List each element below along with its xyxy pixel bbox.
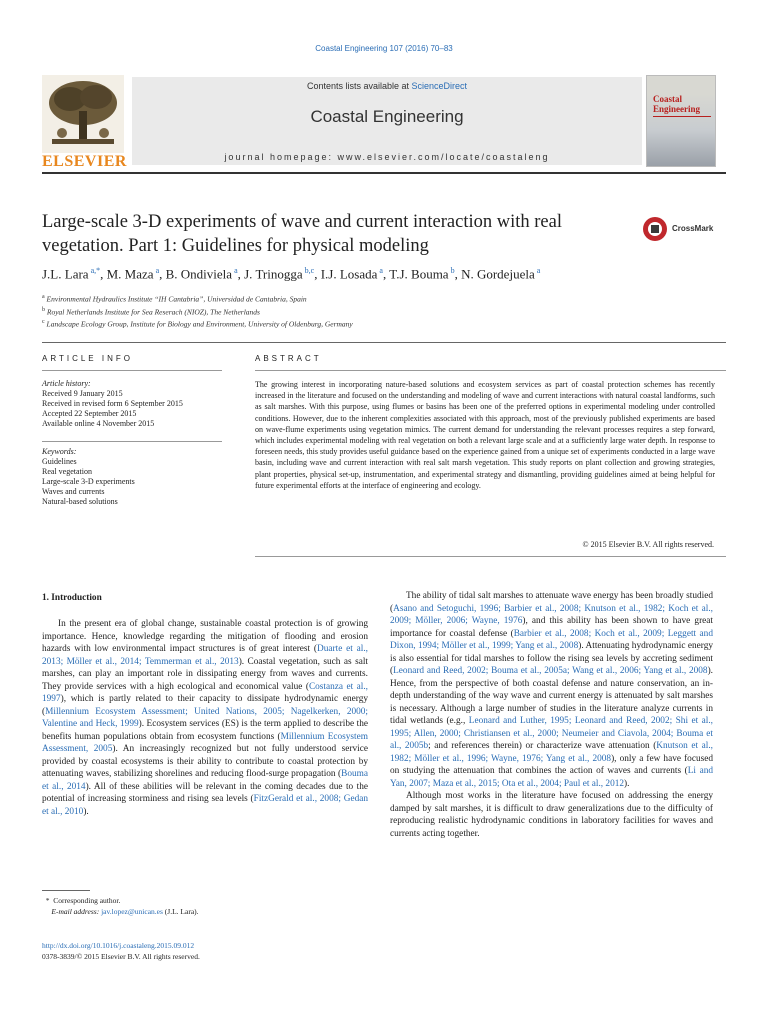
journal-title: Coastal Engineering [310, 107, 464, 126]
journal-reference-link[interactable]: Coastal Engineering 107 (2016) 70–83 [315, 44, 453, 53]
author-separator: , [314, 266, 321, 282]
affiliation-line [42, 317, 682, 330]
cover-title-line-1: Coastal [653, 94, 682, 104]
citation-link[interactable]: Millennium Ecosystem Assessment; United Nations, 2005; Nagelkerken, 2000; Valentine and Heck, 1999 [42, 706, 368, 729]
paper-title-line-1: Large-scale 3-D experiments of wave and current interaction with real [42, 212, 562, 232]
doi-block [42, 940, 200, 962]
footnote-email-label: E-mail address: [51, 907, 100, 916]
body-column-right [390, 590, 713, 840]
issn-line: 0378-3839/© 2015 Elsevier B.V. All rights reserved. [42, 952, 200, 961]
doi-link[interactable]: http://dx.doi.org/10.1016/j.coastaleng.2015.09.012 [42, 941, 195, 950]
paper-title-line-2: vegetation. Part 1: Guidelines for physical modeling [42, 236, 429, 256]
author-affiliation-mark[interactable]: a [153, 266, 160, 275]
author-separator: , [237, 266, 245, 282]
body-text: ), only a few have focused on studying the attenuation that combines the action of waves and currents ( [390, 753, 713, 776]
article-history [42, 379, 222, 429]
author-name[interactable]: I.J. Losada [320, 266, 378, 282]
affiliation-text: Environmental Hydraulics Institute “IH Cantabria”, Universidad de Cantabria, Spain [44, 294, 307, 304]
contents-prefix: Contents lists available at [306, 81, 412, 91]
article-info-mid-rule [42, 441, 222, 442]
affiliation-mark: b [42, 306, 45, 313]
author-email-link[interactable]: jav.lopez@unican.es [101, 907, 163, 916]
body-text: ), which is partly related to their capacity to dissipate hydrodynamic energy ( [42, 694, 368, 717]
author-name[interactable]: T.J. Bouma [389, 266, 449, 282]
contents-available [132, 81, 642, 91]
citation-link[interactable]: Bouma et al., 2014 [42, 769, 368, 792]
author-affiliation-mark[interactable]: b [448, 266, 455, 275]
abstract-text: The growing interest in incorporating nature-based solutions and ecosystem services as part of coastal protection schemes has recently increased in the literature and focused on the understanding and modeling of wave and current interactions with natural coastal landforms, such as salt marshes. With this purpose, using flumes or basins has been one of the preferred options in experimental modeling under controlled conditions. However, due to the inherent complexities associated with this approach, most of the previously published experiments are based on wave-flume experiments using vegetation mimics. The current demand for understanding the relevant processes requires a step forward, which includes experimental modeling with real vegetation on both a relevant large scale and at a sufficiently large water depth. In response to foreseen needs, this study provides useful guidance based on the experience gained from a unique set of experiments conducted in a large wave basin, including wave and current interaction with real salt marsh vegetation. This study reports on plant collection and growing strategies, plant properties, physical set-up, instrumentation, and experimental strategy and dismantling, providing guidelines aimed at being helpful for future experimental efforts at the interface of engineering and ecology. [255, 380, 715, 490]
author-name[interactable]: B. Ondiviela [165, 266, 233, 282]
author-affiliation-mark[interactable]: b,c [302, 266, 315, 275]
author-affiliation-mark[interactable]: a [232, 266, 238, 275]
history-item: Received in revised form 6 September 2015 [42, 399, 183, 408]
history-item: Available online 4 November 2015 [42, 419, 155, 428]
abstract-copyright: © 2015 Elsevier B.V. All rights reserved. [582, 540, 714, 549]
author-affiliation-mark[interactable]: a [377, 266, 383, 275]
citation-link[interactable]: Li and Yan, 2007; Maza et al., 2015; Ota et al., 2004; Paul et al., 2012 [390, 766, 713, 789]
citation-link[interactable]: Millennium Ecosystem Assessment, 2005 [42, 731, 368, 754]
citation-link[interactable]: Leonard and Luther, 1995; Leonard and Reed, 2002; Shi et al., 1995; Allen, 2000; Christiansen et al., 2000; Neumeier and Ciavola, 2004; Bouma et al., 2005b [390, 716, 713, 751]
article-info-heading: ARTICLE INFO [42, 354, 133, 363]
affiliation-line [42, 305, 682, 318]
author-separator: , [454, 266, 462, 282]
author-separator: , [159, 266, 166, 282]
citation-link[interactable]: Leonard and Reed, 2002; Bouma et al., 2005a; Wang et al., 2006; Yang et al., 2008 [393, 666, 708, 676]
citation-link[interactable]: Barbier et al., 2008; Koch et al., 2009; Leggett and Dixon, 1994; Möller et al., 1999; Yang et al., 2008 [390, 628, 713, 651]
affiliation-mark: a [42, 294, 45, 300]
abstract-heading: ABSTRACT [255, 354, 322, 363]
affiliations [42, 292, 682, 330]
body-text: ). [624, 778, 630, 789]
history-item: Received 9 January 2015 [42, 389, 123, 398]
body-paragraph [42, 618, 368, 818]
footnote-rule [42, 890, 90, 891]
keywords-label: Keywords: [42, 447, 77, 456]
keyword-item: Waves and currents [42, 487, 105, 496]
body-text: ). An increasingly recognized but not fully understood service provided by coastal ecosystems is their ability to contribute to coastal protection by attenuating waves, stabilizing shorelines and reducing flood-surge propagation ( [42, 744, 368, 779]
cover-title-line-2: Engineering [653, 104, 701, 114]
elsevier-wordmark: ELSEVIER [42, 153, 127, 170]
keywords [42, 447, 222, 507]
crossmark-label: CrossMark [672, 224, 714, 233]
affiliation-text: Royal Netherlands Institute for Sea Reserach (NIOZ), The Netherlands [45, 307, 260, 316]
body-paragraph [390, 590, 713, 790]
cover-title [653, 94, 700, 114]
header-rule [42, 342, 726, 343]
masthead-rule [42, 172, 726, 174]
abstract-top-rule [255, 370, 726, 371]
author-list [42, 266, 682, 282]
citation-link[interactable]: Duarte et al., 2013; Möller et al., 2014; Temmerman et al., 2013 [42, 644, 368, 667]
journal-masthead [42, 75, 726, 171]
body-paragraph [390, 790, 713, 840]
body-text: ). All of these abilities will be relevant in the coming decades due to the potential of increasing storminess and rising sea levels ( [42, 781, 368, 804]
citation-link[interactable]: Knutson et al., 1982; Möller et al., 1996; Wayne, 1976; Yang et al., 2008 [390, 741, 713, 764]
body-text: ). Attenuating hydrodynamic energy is also essential for tidal marshes to follow the rising sea levels by accreting sediment ( [390, 641, 713, 676]
section-heading-introduction: 1. Introduction [42, 593, 102, 603]
author-name[interactable]: J.L. Lara [42, 266, 89, 282]
article-history-label: Article history: [42, 379, 91, 388]
body-text: ). Coastal vegetation, such as salt marshes, can play an important role in dissipating energy from waves and currents. They provide services with a high ecological and economical value ( [42, 656, 368, 692]
body-text: ; and references therein) or characterize wave attenuation ( [428, 741, 657, 751]
sciencedirect-link[interactable]: ScienceDirect [411, 81, 468, 91]
body-text: ). Hence, from the perspective of both coastal defense and nature conservation, an in-depth understanding of the way wave and current energy is attenuated by salt marshes is necessary. Although a large number of studies in the literature analyze currents in tidal wetlands (e.g., [390, 666, 713, 726]
author-separator: , [100, 266, 107, 282]
footnote-mark: * [45, 896, 50, 905]
keyword-item: Natural-based solutions [42, 497, 118, 506]
article-info-rule [42, 370, 222, 371]
body-text: Although most works in the literature have focused on addressing the energy damped by salt marshes, it is difficult to draw generalizations due to the difficulty of reproducing realistic hydrodynamic conditions in laboratory facilities for waves and currents acting together. [390, 791, 713, 839]
body-column-left [42, 618, 368, 818]
footnote-corresponding [42, 895, 362, 906]
affiliation-text: Landscape Ecology Group, Institute for Biology and Environment, University of Oldenburg, Germany [44, 319, 353, 329]
affiliation-mark: c [42, 319, 45, 325]
journal-cover-thumbnail [646, 75, 716, 167]
body-text: In the present era of global change, sustainable coastal protection is of growing importance. Hence, knowledge regarding the mitigation of flooding and erosion hazards with low environmental impact structures is of great interest ( [42, 619, 368, 654]
body-text: ). Ecosystem services (ES) is the term applied to describe the benefits human populations obtain from ecosystem functions ( [42, 719, 368, 742]
body-text: ), and this ability has been shown to have great importance for coastal defense ( [390, 616, 713, 639]
body-text: ). [83, 806, 89, 817]
crossmark-icon [642, 216, 668, 242]
author-name[interactable]: J. Trinogga [244, 266, 303, 282]
author-separator: , [382, 266, 390, 282]
citation-link[interactable]: Costanza et al., 1997 [42, 681, 369, 704]
author-name[interactable]: N. Gordejuela [461, 266, 535, 282]
author-name[interactable]: M. Maza [106, 266, 154, 282]
journal-homepage[interactable]: journal homepage: www.elsevier.com/locate/coastaleng [224, 152, 550, 162]
body-text: The ability of tidal salt marshes to attenuate wave energy has been broadly studied ( [390, 591, 713, 614]
footnote-corresponding-text: Corresponding author. [53, 896, 121, 905]
author-affiliation-mark[interactable]: a [534, 266, 541, 275]
history-item: Accepted 22 September 2015 [42, 409, 137, 418]
citation-link[interactable]: Asano and Setoguchi, 1996; Barbier et al., 2008; Knutson et al., 1982; Koch et al., 2009; Möller, 2006; Wayne, 1976 [390, 603, 713, 626]
cover-rule [653, 116, 711, 124]
affiliation-line [42, 292, 682, 305]
masthead-banner [132, 77, 642, 165]
abstract-bottom-rule [255, 556, 726, 557]
corresponding-author-footnote [42, 895, 362, 917]
crossmark-badge[interactable] [642, 216, 722, 246]
keyword-item: Guidelines [42, 457, 77, 466]
author-affiliation-mark[interactable]: a,* [88, 266, 101, 275]
footnote-email [42, 906, 362, 917]
keyword-item: Large-scale 3-D experiments [42, 477, 135, 486]
paper-title [42, 210, 602, 258]
citation-link[interactable]: FitzGerald et al., 2008; Gedan et al., 2010 [42, 794, 368, 817]
keyword-item: Real vegetation [42, 467, 92, 476]
footnote-email-suffix: (J.L. Lara). [162, 907, 199, 916]
